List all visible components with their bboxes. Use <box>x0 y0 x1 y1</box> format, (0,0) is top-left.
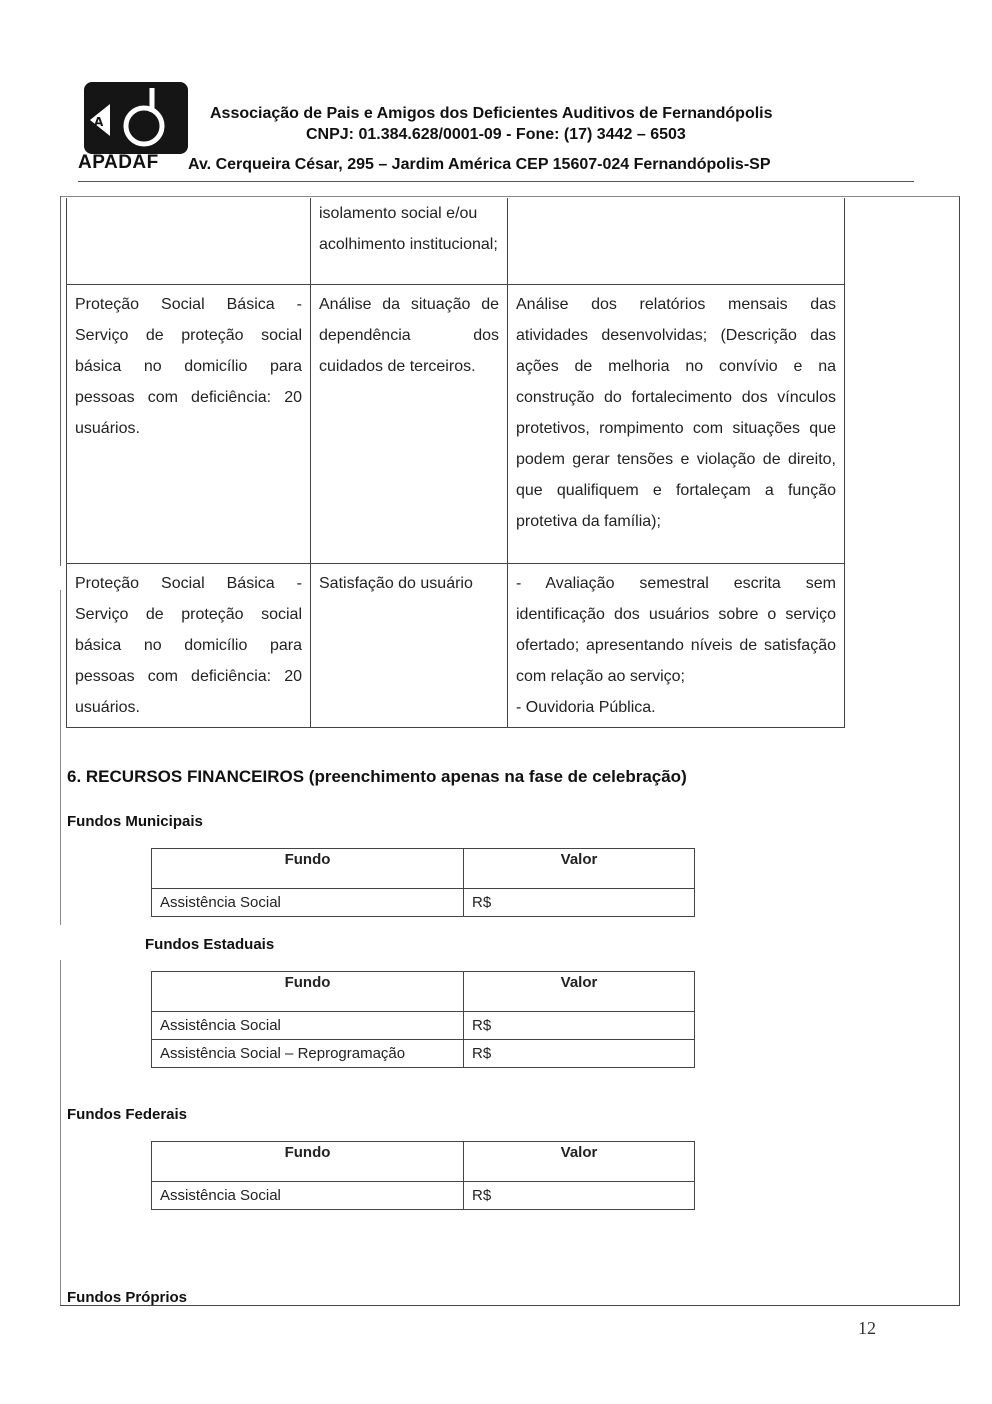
funds-table-estadual <box>151 971 695 1068</box>
logo-wordmark: APADAF <box>78 152 159 173</box>
column-header: Valor <box>464 1142 695 1182</box>
table-cell: isolamento social e/ou acolhimento institucional; <box>311 198 508 285</box>
org-address: Av. Cerqueira César, 295 – Jardim América CEP 15607-024 Fernandópolis-SP <box>188 156 771 173</box>
table-cell: Assistência Social <box>152 1182 464 1210</box>
table-row <box>152 1182 695 1210</box>
table-cell: R$ <box>464 1182 695 1210</box>
page-number: 12 <box>858 1318 876 1338</box>
evaluation-table <box>66 198 845 728</box>
org-cnpj-phone: CNPJ: 01.384.628/0001-09 - Fone: (17) 3442 – 6503 <box>306 126 686 143</box>
page-frame-left-edge <box>60 960 61 1305</box>
column-header: Valor <box>464 849 695 889</box>
table-cell: Análise da situação de dependência dos cuidados de terceiros. <box>311 285 508 564</box>
column-header: Fundo <box>152 849 464 889</box>
page-frame-left-edge <box>60 590 61 925</box>
table-row <box>67 285 845 564</box>
table-row <box>152 1012 695 1040</box>
table-cell <box>508 198 845 285</box>
table-cell: Satisfação do usuário <box>311 564 508 728</box>
table-cell: R$ <box>464 1012 695 1040</box>
column-header: Fundo <box>152 1142 464 1182</box>
table-cell <box>508 564 845 728</box>
header-divider <box>78 181 914 182</box>
org-name: Associação de Pais e Amigos dos Deficientes Auditivos de Fernandópolis <box>210 105 773 122</box>
table-cell <box>67 198 311 285</box>
table-row <box>152 1040 695 1068</box>
subsection-title: Fundos Federais <box>67 1106 188 1123</box>
table-cell: Proteção Social Básica - Serviço de proteção social básica no domicílio para pessoas com deficiência: 20 usuários. <box>67 564 311 728</box>
funds-table-federal <box>151 1141 695 1210</box>
page-frame-left-edge <box>60 196 61 566</box>
table-cell: Proteção Social Básica - Serviço de proteção social básica no domicílio para pessoas com deficiência: 20 usuários. <box>67 285 311 564</box>
table-cell: R$ <box>464 889 695 917</box>
column-header: Fundo <box>152 972 464 1012</box>
column-header: Valor <box>464 972 695 1012</box>
cell-paragraph: - Avaliação semestral escrita sem identificação dos usuários sobre o serviço ofertado; apresentando níveis de satisfação com relação ao serviço; <box>516 575 836 685</box>
table-cell: Análise dos relatórios mensais das atividades desenvolvidas; (Descrição das ações de melhoria no convívio e na construção do fortalecimento dos vínculos protetivos, rompimento com situações que podem gerar tensões e violação de direito, que qualifiquem e fortaleçam a função protetiva da família); <box>508 285 845 564</box>
table-header-row <box>152 972 695 1012</box>
table-row <box>67 198 845 285</box>
table-header-row <box>152 849 695 889</box>
table-cell: Assistência Social <box>152 889 464 917</box>
logo-emblem <box>84 82 188 154</box>
table-row <box>152 889 695 917</box>
table-row <box>67 564 845 728</box>
table-cell: Assistência Social <box>152 1012 464 1040</box>
subsection-title: Fundos Estaduais <box>145 936 275 953</box>
table-cell: Assistência Social – Reprogramação <box>152 1040 464 1068</box>
subsection-title: Fundos Municipais <box>67 813 203 830</box>
svg-text:A: A <box>94 115 104 129</box>
section-title: 6. RECURSOS FINANCEIROS (preenchimento apenas na fase de celebração) <box>67 767 687 786</box>
subsection-title: Fundos Próprios <box>67 1289 187 1306</box>
funds-table-municipal <box>151 848 695 917</box>
table-header-row <box>152 1142 695 1182</box>
table-cell: R$ <box>464 1040 695 1068</box>
cell-paragraph: - Ouvidoria Pública. <box>516 699 656 716</box>
